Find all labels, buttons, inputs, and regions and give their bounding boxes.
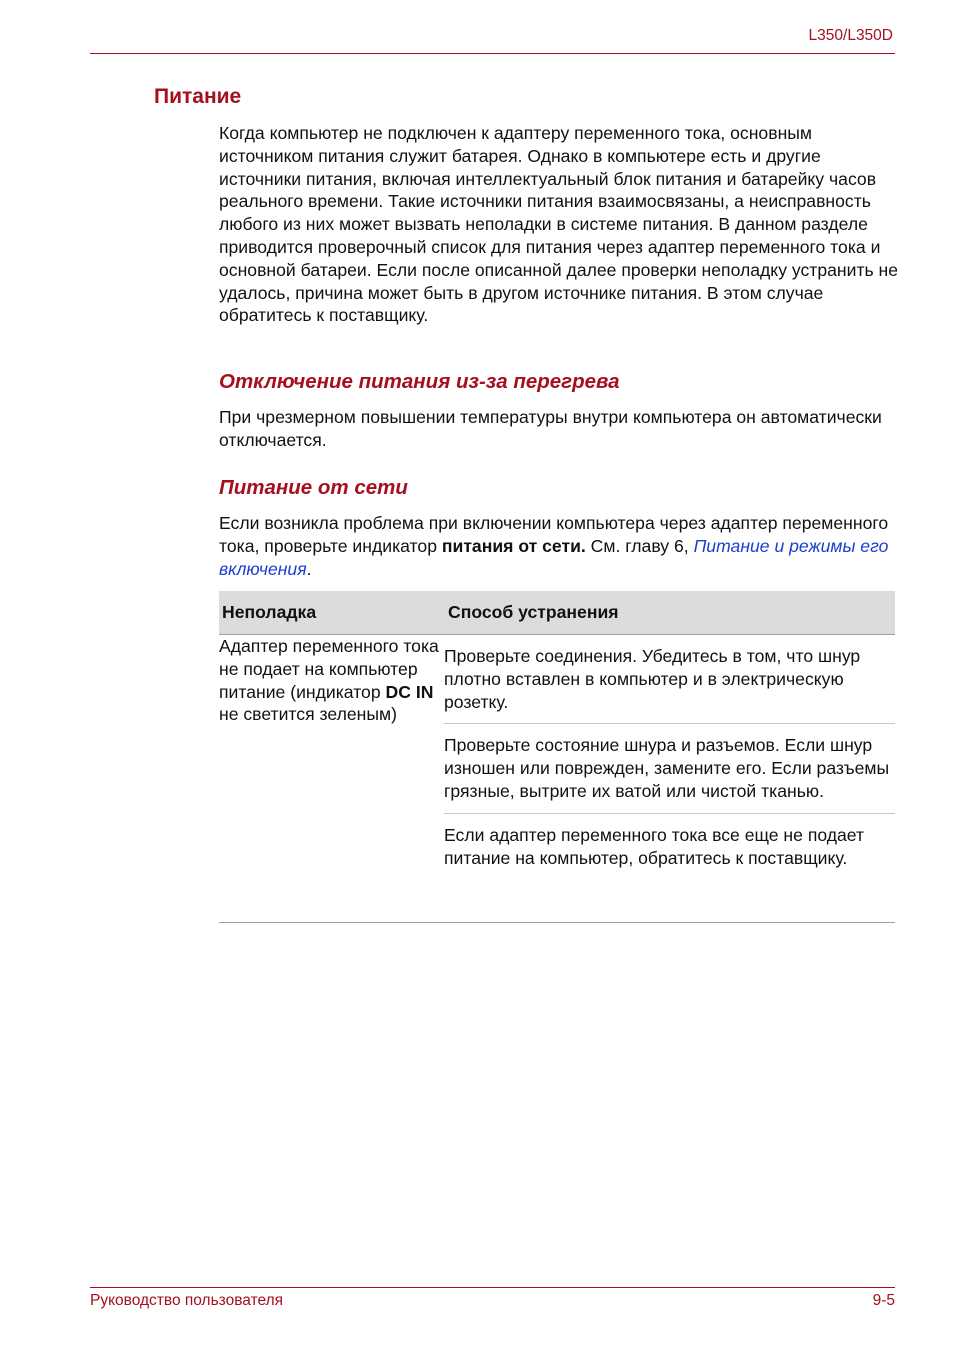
ac-power-text-after: См. главу 6,: [585, 535, 689, 556]
ac-power-paragraph: [219, 512, 899, 580]
dc-in-indicator: DC IN: [385, 681, 434, 702]
section-title: Питание: [154, 85, 242, 108]
table-header-row: [219, 591, 895, 635]
chapter-link[interactable]: Питание и режимы его включения: [219, 535, 889, 579]
solution-item: Если адаптер переменного тока все еще не подает питание на компьютер, обратитесь к поставщику.: [444, 824, 865, 868]
table-row: [219, 635, 895, 880]
overheat-heading: Отключение питания из-за перегрева: [219, 370, 620, 393]
footer-title: Руководство пользователя: [90, 1292, 284, 1309]
intro-paragraph: Когда компьютер не подключен к адаптеру переменного тока, основным источником питания служит батарея. Однако в компьютере есть и другие источники питания, включая интеллектуальный блок питания и батарейку часов реального времени. Такие источники питания взаимосвязаны, а неисправность любого из них может вызвать неполадки в системе питания. В данном разделе приводится проверочный список для питания через адаптер переменного тока и основной батареи. Если после описанной далее проверки неполадку устранить не удалось, причина может быть в другом источнике питания. В этом случае обратитесь к поставщику.: [219, 123, 899, 326]
header-solution: Способ устранения: [444, 591, 895, 635]
ac-power-text: Если возникла проблема при включении компьютера через адаптер переменного тока, проверьте индикатор: [219, 513, 889, 556]
page-number: 9-5: [872, 1292, 895, 1309]
header-model: L350/L350D: [808, 27, 893, 44]
table-bottom-rule: [219, 922, 895, 923]
problem-text: Адаптер переменного тока не подает на компьютер питание (индикатор: [219, 636, 439, 702]
header-problem: Неполадка: [219, 591, 444, 635]
overheat-paragraph: При чрезмерном повышении температуры внутри компьютера он автоматически отключается.: [219, 407, 882, 450]
solution-item: Проверьте состояние шнура и разъемов. Если шнур изношен или поврежден, замените его. Если разъемы грязные, вытрите их ватой или чистой тканью.: [444, 724, 895, 813]
ac-power-period: .: [306, 558, 312, 579]
ac-power-heading: Питание от сети: [219, 476, 408, 499]
solutions-cell: [444, 635, 895, 880]
problem-cell: [219, 635, 444, 880]
solution-item: Проверьте соединения. Убедитесь в том, что шнур плотно вставлен в компьютер и в электрическую розетку.: [444, 635, 895, 724]
ac-power-indicator: питания от сети.: [441, 535, 586, 556]
troubleshooting-table: [219, 591, 895, 879]
problem-text-after: не светится зеленым): [219, 704, 397, 725]
header-divider: [90, 53, 895, 54]
footer-divider: [90, 1287, 895, 1288]
